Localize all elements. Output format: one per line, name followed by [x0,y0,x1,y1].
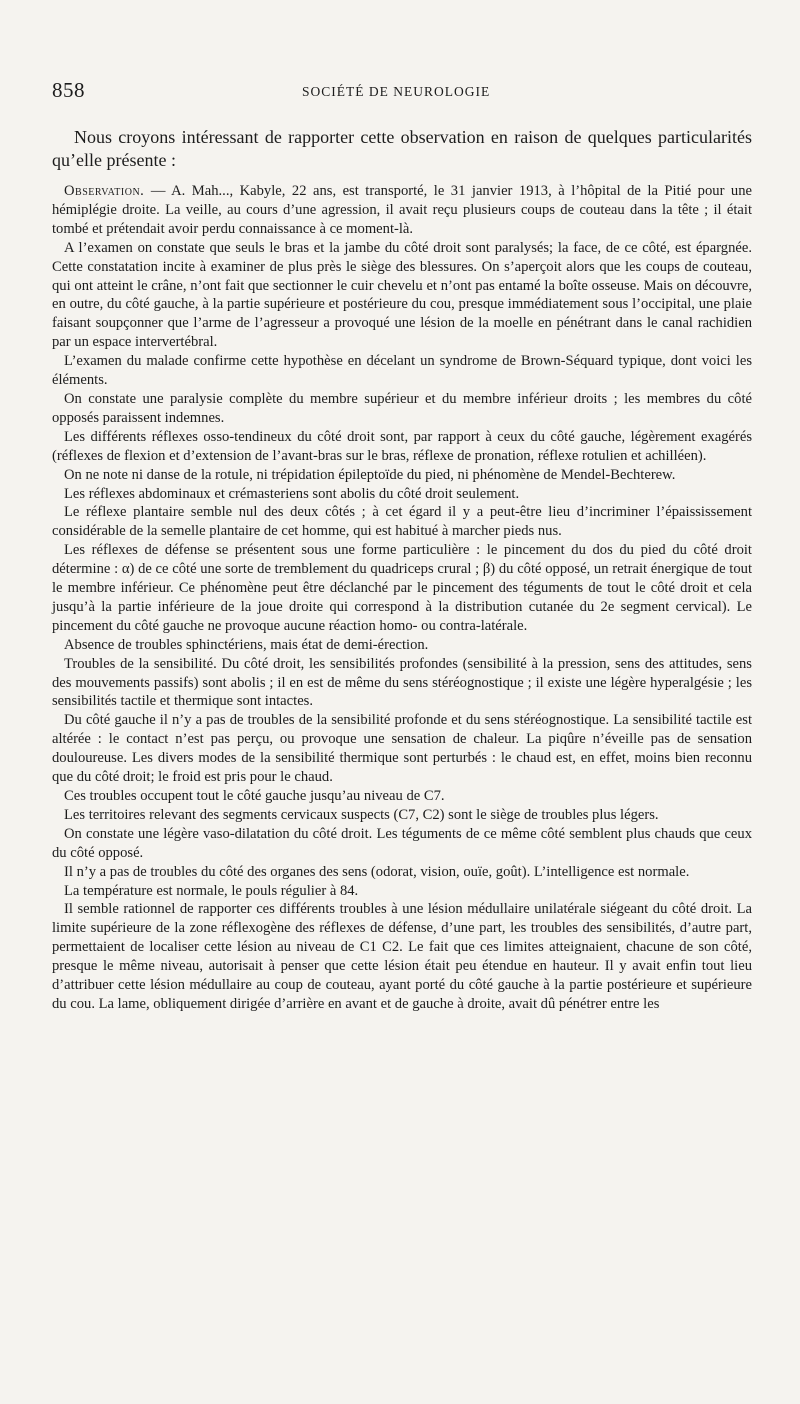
observation-paragraph: L’examen du malade confirme cette hypothèse en décelant un syndrome de Brown-Séquard typique, dont voici les éléments. [52,353,752,389]
page-header [52,78,752,108]
observation-intro-text: — A. Mah..., Kabyle, 22 ans, est transporté, le 31 janvier 1913, à l’hôpital de la Pitié pour une hémiplégie droite. La veille, au cours d’une agression, il avait reçu plusieurs coups de couteau dans la tête ; il était tombé et prétendait avoir perdu connaissance à ce moment-là. [52,183,752,237]
observation-paragraph: Absence de troubles sphinctériens, mais état de demi-érection. [64,636,429,653]
observation-paragraph: On constate une paralysie complète du membre supérieur et du membre inférieur droits ; les membres du côté opposés paraissent indemnes. [52,390,752,426]
observation-paragraph: Il semble rationnel de rapporter ces différents troubles à une lésion médullaire unilatérale siégeant du côté droit. La limite supérieure de la zone réflexogène des réflexes de défense, d’une part, les troubles des sensibilités, d’autre part, permettaient de localiser cette lésion au niveau de C1 C2. Le fait que ces limites atteignaient, chacune de son côté, presque le même niveau, autorisait à penser que cette lésion était peu étendue en hauteur. Il y avait enfin tout lieu d’attribuer cette lésion médullaire au coup de couteau, ayant porté du côté gauche à la partie postérieure et supérieure du cou. La lame, obliquement dirigée d’arrière en avant et de gauche à droite, avait dû pénétrer entre les [52,901,752,1012]
observation-paragraph: Les différents réflexes osso-tendineux du côté droit sont, par rapport à ceux du côté gauche, légèrement exagérés (réflexes de flexion et d’extension de l’avant-bras sur le bras, réflexe de pronation, réflexe rotulien et achilléen). [52,428,752,464]
observation-paragraph: On constate une légère vaso-dilatation du côté droit. Les téguments de ce même côté semblent plus chauds que ceux du côté opposé. [52,825,752,861]
page-number: 858 [52,78,85,102]
observation-paragraph: Troubles de la sensibilité. Du côté droit, les sensibilités profondes (sensibilité à la pression, sens des attitudes, sens des mouvements passifs) sont abolis ; il en est de même du sens stéréognostique ; il existe une légère hyperalgésie ; les sensibilités tactile et thermique sont intactes. [52,655,752,710]
observation-paragraph [52,182,752,239]
observation-paragraph: Les réflexes de défense se présentent sous une forme particulière : le pincement du dos du pied du côté droit détermine : α) de ce côté une sorte de tremblement du quadriceps crural ; β) du côté opposé, un retrait énergique de tout le membre inférieur. Ce phénomène peut être déclanché par le pincement des téguments de tout le côté droit et cela jusqu’à la partie inférieure de la joue droite qui correspond à la distribution cutanée du 2e segment cervical). Le pincement du côté gauche ne provoque aucune réaction homo- ou contra-latérale. [52,542,752,634]
observation-paragraph: Les réflexes abdominaux et crémasteriens sont abolis du côté droit seulement. [64,485,520,502]
intro-paragraph: Nous croyons intéressant de rapporter cette observation en raison de quelques particularités qu’elle présente : [52,127,752,170]
observation-body [52,182,752,1014]
observation-paragraph: Le réflexe plantaire semble nul des deux côtés ; à cet égard il y a peut-être lieu d’incriminer l’épaississement considérable de la semelle plantaire de cet homme, qui est habitué à marcher pieds nus. [52,504,752,540]
observation-label: Observation. [64,183,145,199]
running-head: SOCIÉTÉ DE NEUROLOGIE [302,84,491,99]
observation-paragraph: A l’examen on constate que seuls le bras et la jambe du côté droit sont paralysés; la face, de ce côté, est épargnée. Cette constatation incite à examiner de plus près le siège des blessures. On s’aperçoit alors que les coups de couteau, qui ont atteint le crâne, n’ont fait que sectionner le cuir chevelu et n’ont pas entamé la boîte osseuse. Mais on découvre, en outre, du côté gauche, à la partie supérieure et postérieure du cou, presque immédiatement sous l’occipital, une plaie faisant soupçonner que l’arme de l’agresseur a provoqué une lésion de la moelle en pénétrant dans le canal rachidien par un espace intervertébral. [52,239,752,351]
observation-paragraph: Il n’y a pas de troubles du côté des organes des sens (odorat, vision, ouïe, goût). L’intelligence est normale. [64,863,690,880]
observation-paragraph: On ne note ni danse de la rotule, ni trépidation épileptoïde du pied, ni phénomène de Mendel-Bechterew. [64,466,676,483]
observation-paragraph: Les territoires relevant des segments cervicaux suspects (C7, C2) sont le siège de troubles plus légers. [64,806,659,823]
observation-paragraph: Du côté gauche il n’y a pas de troubles de la sensibilité profonde et du sens stéréognostique. La sensibilité tactile est altérée : le contact n’est pas perçu, ou provoque une sensation de chaleur. La piqûre n’éveille pas de sensation douloureuse. Les divers modes de la sensibilité thermique sont perturbés : le chaud est, en effet, moins bien reconnu que du côté droit; le froid est pris pour le chaud. [52,712,752,786]
observation-paragraph: La température est normale, le pouls régulier à 84. [64,882,359,899]
observation-paragraph: Ces troubles occupent tout le côté gauche jusqu’au niveau de C7. [64,788,445,804]
